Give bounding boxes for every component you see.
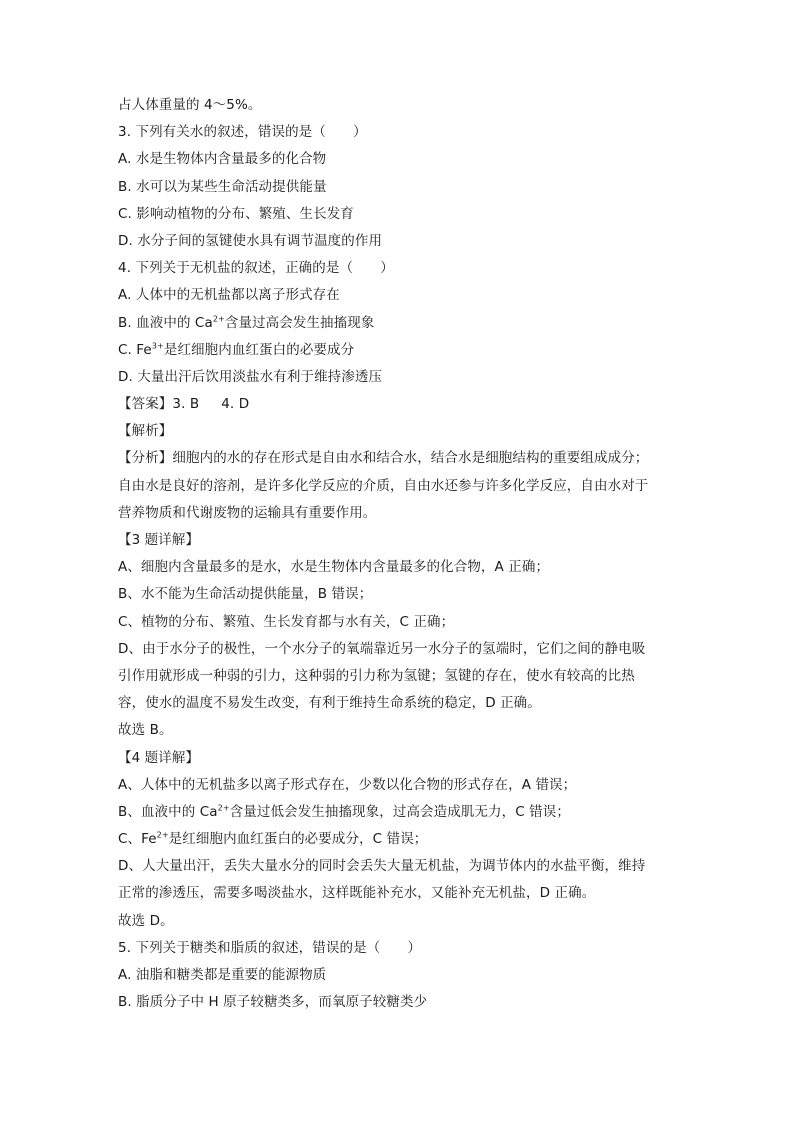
- answer-4: 4. D: [221, 396, 250, 413]
- q4-detail-a: A、人体中的无机盐多以离子形式存在，少数以化合物的形式存在，A 错误；: [118, 776, 577, 793]
- question-3-stem: 3. 下列有关水的叙述，错误的是（ ）: [118, 124, 367, 141]
- question-4-option-d: D. 大量出汗后饮用淡盐水有利于维持渗透压: [118, 368, 383, 385]
- question-4-option-c: [118, 337, 678, 364]
- question-5-option-b: B. 脂质分子中 H 原子较糖类多，而氧原子较糖类少: [118, 994, 428, 1011]
- question-5-option-a: A. 油脂和糖类都是重要的能源物质: [118, 967, 327, 983]
- q3-detail-c: C、植物的分布、繁殖、生长发育都与水有关，C 正确；: [118, 613, 455, 630]
- analysis-heading: 【解析】: [118, 423, 173, 440]
- analysis-text: 【分析】细胞内的水的存在形式是自由水和结合水，结合水是细胞结构的重要组成成分；: [118, 450, 649, 467]
- option-text: B. 血液中的 Ca: [118, 314, 213, 331]
- q3-detail-heading: 【3 题详解】: [118, 532, 200, 548]
- q4-detail-heading: 【4 题详解】: [118, 749, 200, 766]
- question-3-option-d: D. 水分子间的氢键使水具有调节温度的作用: [118, 232, 383, 249]
- ion-charge: 2+: [156, 830, 169, 840]
- q4-detail-b: [118, 799, 678, 826]
- q3-detail-d-cont: 引作用就形成一种弱的引力，这种弱的引力称为氢键；氢键的存在，使水有较高的比热: [118, 667, 635, 684]
- text-line: 占人体重量的 4～5%。: [118, 97, 262, 113]
- question-3-option-b: B. 水可以为某些生命活动提供能量: [118, 178, 327, 195]
- detail-text: 是红细胞内血红蛋白的必要成分，C 错误；: [168, 831, 428, 848]
- q3-detail-d: D、由于水分子的极性，一个水分子的氧端靠近另一水分子的氢端时，它们之间的静电吸: [118, 640, 646, 657]
- option-text: C. Fe: [118, 341, 152, 358]
- analysis-text: 自由水是良好的溶剂，是许多化学反应的介质，自由水还参与许多化学反应，自由水对于: [118, 477, 649, 494]
- q3-detail-d-cont: 容，使水的温度不易发生改变，有利于维持生命系统的稳定，D 正确。: [118, 695, 541, 712]
- question-4-stem: 4. 下列关于无机盐的叙述，正确的是（ ）: [118, 260, 394, 277]
- answer-line: [118, 391, 678, 418]
- q3-conclusion: 故选 B。: [118, 722, 173, 739]
- detail-text: B、血液中的 Ca: [118, 803, 218, 820]
- question-4-option-b: [118, 310, 678, 337]
- ion-charge: 3+: [151, 341, 164, 351]
- option-text: 含量过高会发生抽搐现象: [224, 314, 375, 331]
- detail-text: C、Fe: [118, 831, 157, 848]
- q3-detail-a: A、细胞内含量最多的是水，水是生物体内含量最多的化合物，A 正确；: [118, 559, 550, 576]
- detail-text: 含量过低会发生抽搐现象，过高会造成肌无力，C 错误；: [229, 803, 570, 820]
- q4-detail-c: [118, 826, 678, 853]
- q3-detail-b: B、水不能为生命活动提供能量，B 错误；: [118, 586, 373, 603]
- q4-detail-d-cont: 正常的渗透压，需要多喝淡盐水，这样既能补充水，又能补充无机盐，D 正确。: [118, 885, 596, 902]
- q4-detail-d: D、人大量出汗，丢失大量水分的同时会丢失大量无机盐，为调节体内的水盐平衡，维持: [118, 858, 646, 875]
- question-3-option-c: C. 影响动植物的分布、繁殖、生长发育: [118, 205, 354, 222]
- ion-charge: 2+: [217, 803, 230, 813]
- question-4-option-a: A. 人体中的无机盐都以离子形式存在: [118, 287, 340, 304]
- analysis-text: 营养物质和代谢废物的运输具有重要作用。: [118, 504, 377, 521]
- q4-conclusion: 故选 D。: [118, 912, 174, 929]
- option-text: 是红细胞内血红蛋白的必要成分: [163, 341, 355, 358]
- question-5-stem: 5. 下列关于糖类和脂质的叙述，错误的是（ ）: [118, 939, 422, 956]
- answer-3: 【答案】3. B: [118, 396, 200, 413]
- page-content: [118, 92, 678, 1016]
- ion-charge: 2+: [212, 314, 225, 323]
- question-3-option-a: A. 水是生物体内含量最多的化合物: [118, 151, 327, 168]
